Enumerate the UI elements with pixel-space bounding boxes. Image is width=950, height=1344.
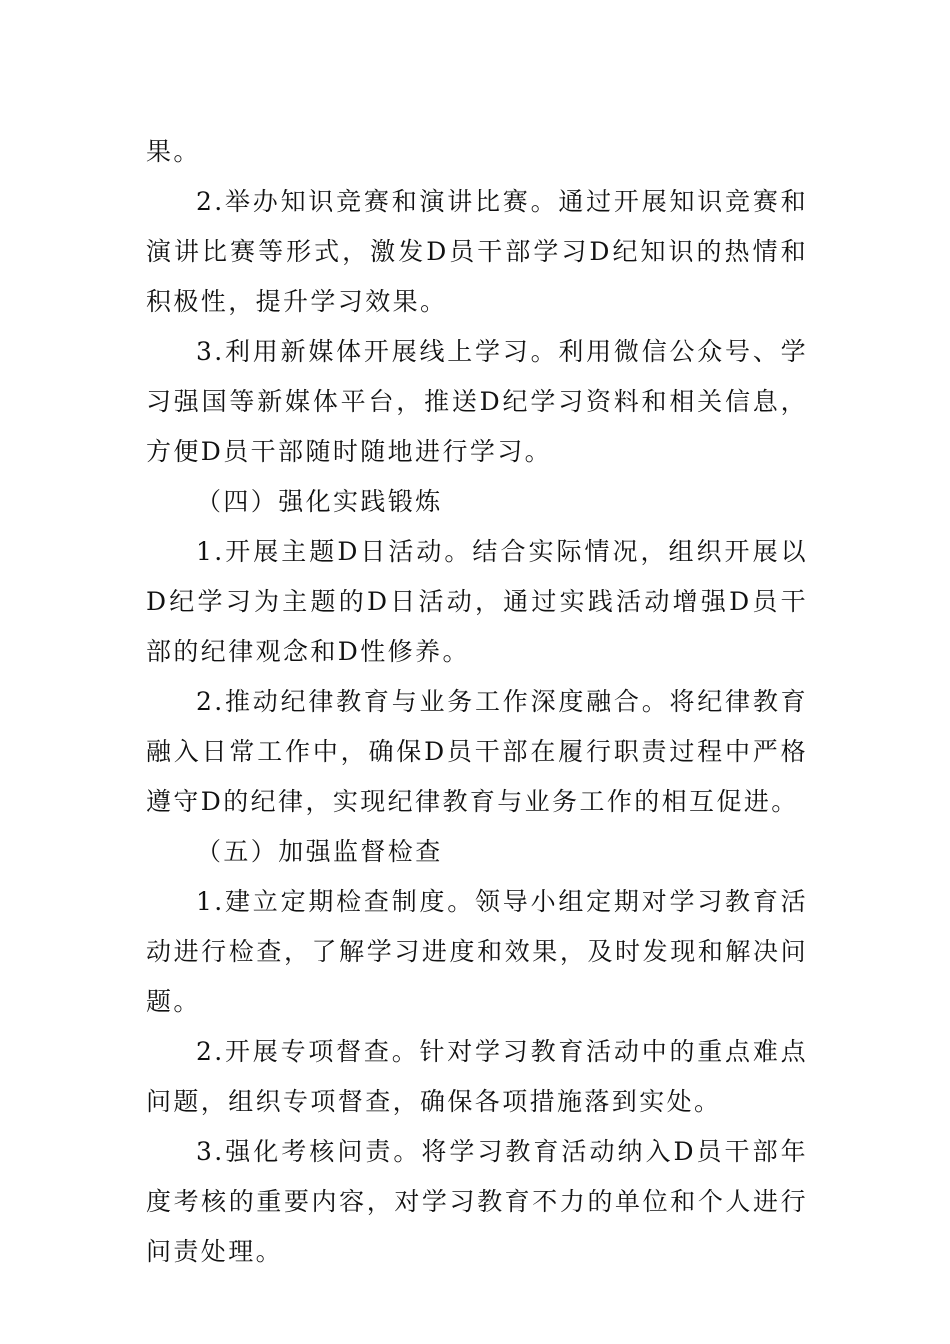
section-heading-practice: （四）强化实践锻炼 <box>196 487 443 516</box>
section-heading-supervision: （五）加强监督检查 <box>196 837 443 866</box>
document-body <box>146 127 808 1277</box>
paragraph-regular-inspection: 1.建立定期检查制度。领导小组定期对学习教育活动进行检查，了解学习进度和效果，及时发现和解决问题。 <box>146 887 808 1016</box>
paragraph-knowledge-contest: 2.举办知识竞赛和演讲比赛。通过开展知识竞赛和演讲比赛等形式，激发D员干部学习D纪知识的热情和积极性，提升学习效果。 <box>146 187 808 316</box>
paragraph-accountability: 3.强化考核问责。将学习教育活动纳入D员干部年度考核的重要内容，对学习教育不力的单位和个人进行问责处理。 <box>146 1137 808 1266</box>
paragraph-integration: 2.推动纪律教育与业务工作深度融合。将纪律教育融入日常工作中，确保D员干部在履行职责过程中严格遵守D的纪律，实现纪律教育与业务工作的相互促进。 <box>146 687 808 816</box>
paragraph-continuation: 果。 <box>146 137 201 166</box>
paragraph-special-supervision: 2.开展专项督查。针对学习教育活动中的重点难点问题，组织专项督查，确保各项措施落到实处。 <box>146 1037 808 1116</box>
paragraph-new-media: 3.利用新媒体开展线上学习。利用微信公众号、学习强国等新媒体平台，推送D纪学习资料和相关信息，方便D员干部随时随地进行学习。 <box>146 337 808 466</box>
paragraph-party-day: 1.开展主题D日活动。结合实际情况，组织开展以D纪学习为主题的D日活动，通过实践活动增强D员干部的纪律观念和D性修养。 <box>146 537 808 666</box>
